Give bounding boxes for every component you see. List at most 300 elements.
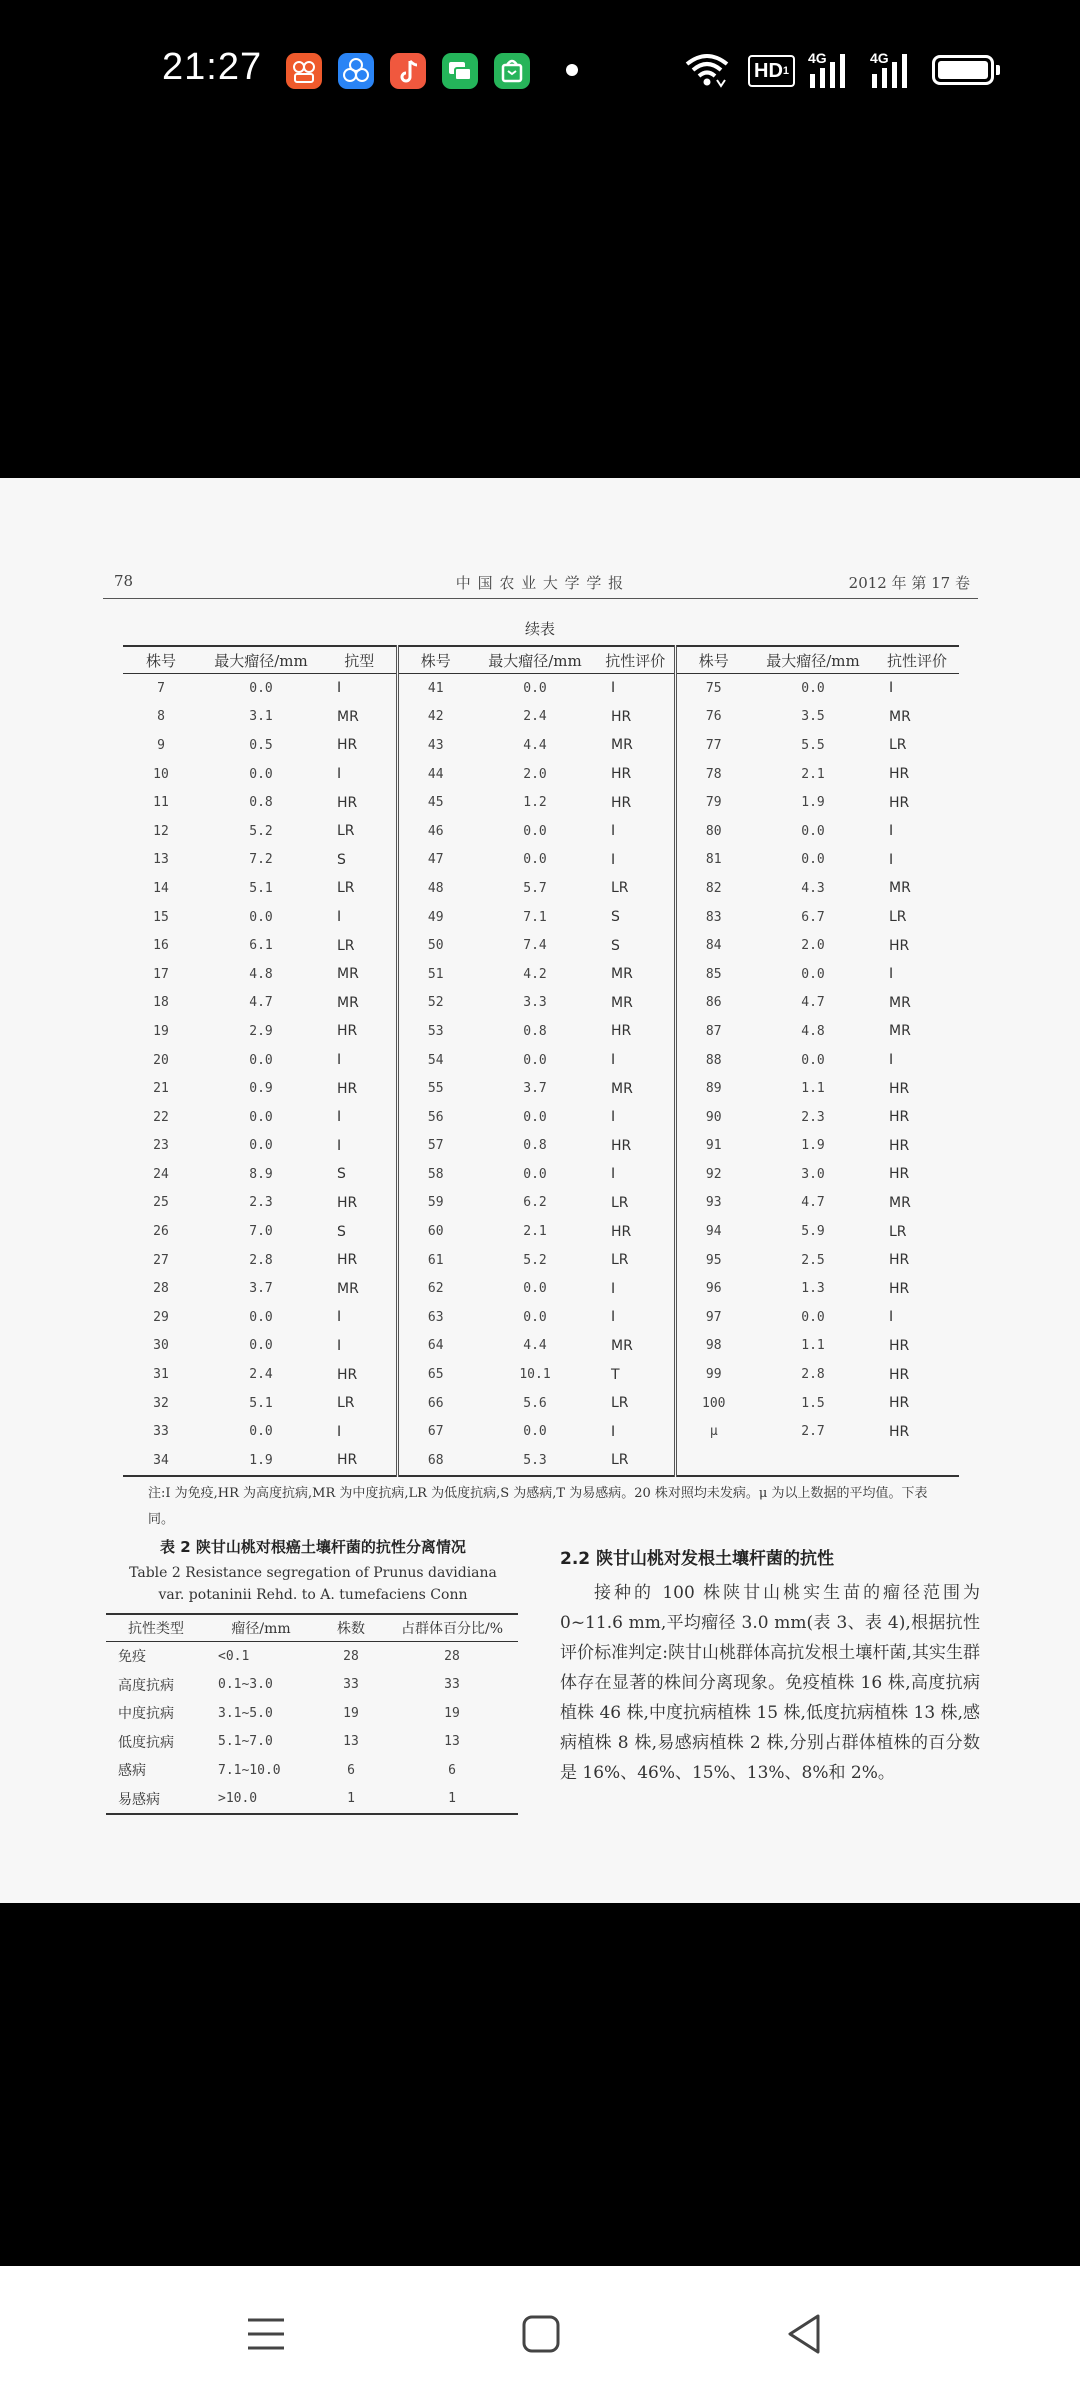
t1-header: 最大瘤径/mm bbox=[473, 646, 597, 674]
table1-cell: I bbox=[597, 817, 675, 846]
status-bar bbox=[0, 0, 1080, 140]
table1-row bbox=[123, 846, 959, 875]
table1-cell: MR bbox=[889, 880, 911, 897]
table1-cell: 6.7 bbox=[801, 909, 825, 925]
table1-cell: 18 bbox=[153, 995, 169, 1011]
table1-cell: 7.0 bbox=[249, 1224, 273, 1240]
table1-cell: 99 bbox=[705, 1367, 722, 1383]
table1-cell: 7.4 bbox=[523, 938, 547, 954]
table1-cell: MR bbox=[597, 1332, 675, 1361]
table1-cell: 5.1 bbox=[249, 1395, 273, 1411]
table1-cell: 100 bbox=[702, 1395, 726, 1411]
table1-cell: 1.9 bbox=[199, 1446, 323, 1476]
table1-cell: HR bbox=[889, 1395, 910, 1412]
table1-cell: 2.9 bbox=[249, 1023, 273, 1039]
table1-cell: 2.4 bbox=[523, 709, 547, 725]
table1-cell: 63 bbox=[427, 1309, 444, 1325]
table1-cell: 23 bbox=[153, 1138, 169, 1154]
table1-cell: 0.0 bbox=[523, 823, 547, 839]
table1-cell: 44 bbox=[427, 766, 444, 782]
t1-header: 株号 bbox=[397, 646, 473, 674]
section-heading: 2.2 陕甘山桃对发根土壤杆菌的抗性 bbox=[560, 1549, 835, 1569]
table1-cell: LR bbox=[597, 1389, 675, 1418]
table1-cell: 0.0 bbox=[801, 1052, 825, 1068]
table1-cell: 4.2 bbox=[523, 966, 547, 982]
table1-row bbox=[123, 1017, 959, 1046]
table1-cell: 5.9 bbox=[801, 1224, 825, 1240]
table1-cell: 0.9 bbox=[249, 1081, 273, 1097]
table1-row bbox=[123, 1303, 959, 1332]
back-button[interactable] bbox=[774, 2304, 834, 2364]
table1-row bbox=[123, 1389, 959, 1418]
table1-cell: 85 bbox=[705, 966, 722, 982]
table1-cell: 20 bbox=[153, 1052, 169, 1068]
table1-cell: HR bbox=[889, 1366, 910, 1383]
table1-row bbox=[123, 1246, 959, 1275]
table1-cell: 46 bbox=[427, 823, 444, 839]
table1-cell: 0.0 bbox=[523, 1281, 547, 1297]
table1-cell: LR bbox=[323, 874, 397, 903]
table2-cell: 低度抗病 bbox=[118, 1734, 174, 1751]
table2-cell: 感病 bbox=[118, 1763, 146, 1780]
table1-cell: 5.2 bbox=[523, 1252, 547, 1268]
table1-cell: 4.4 bbox=[523, 737, 547, 753]
table1-cell: LR bbox=[597, 1246, 675, 1275]
browser-app-icon bbox=[338, 53, 374, 89]
table1-cell: 66 bbox=[427, 1395, 444, 1411]
table1-row bbox=[123, 1446, 959, 1476]
table1-cell: 5.5 bbox=[801, 737, 825, 753]
table1-cell: 56 bbox=[427, 1109, 444, 1125]
table1-cell: HR bbox=[323, 1017, 397, 1046]
table1-cell: 3.1 bbox=[249, 709, 273, 725]
table1-cell: T bbox=[597, 1360, 675, 1389]
table2-row bbox=[106, 1671, 518, 1700]
table1-cell: 1.5 bbox=[801, 1395, 825, 1411]
table1-cell: LR bbox=[323, 931, 397, 960]
table1-cell: I bbox=[323, 1417, 397, 1446]
battery-icon bbox=[932, 55, 994, 85]
table1-cell: I bbox=[889, 1052, 894, 1069]
table1-cell: 54 bbox=[427, 1052, 444, 1068]
table1-cell: 12 bbox=[153, 823, 169, 839]
table1-cell: 0.0 bbox=[249, 1424, 273, 1440]
table1-cell: HR bbox=[597, 1017, 675, 1046]
table1 bbox=[123, 645, 959, 1477]
table1-caption: 续表 bbox=[524, 620, 555, 638]
table1-cell: 3.0 bbox=[801, 1166, 825, 1182]
table1-row bbox=[123, 760, 959, 789]
table1-cell: 6.1 bbox=[249, 938, 273, 954]
table1-cell: 59 bbox=[427, 1195, 444, 1211]
table1-cell: 2.0 bbox=[523, 766, 547, 782]
table2-cell: 6 bbox=[448, 1762, 456, 1778]
table1-cell: I bbox=[597, 846, 675, 875]
t1-header: 最大瘤径/mm bbox=[199, 646, 323, 674]
table1-cell: 0.0 bbox=[801, 680, 825, 696]
table1-cell: 76 bbox=[705, 709, 722, 725]
table1-row bbox=[123, 960, 959, 989]
t2-header: 抗性类型 bbox=[106, 1614, 206, 1642]
table1-cell: 0.0 bbox=[523, 852, 547, 868]
table1-cell: 0.0 bbox=[249, 1309, 273, 1325]
table1-row bbox=[123, 1160, 959, 1189]
table1-cell: 2.7 bbox=[801, 1424, 825, 1440]
table1-cell: 0.0 bbox=[249, 766, 273, 782]
table2-header-row bbox=[106, 1614, 518, 1642]
table1-cell: I bbox=[889, 851, 894, 868]
table1-cell: 55 bbox=[427, 1081, 444, 1097]
table1-cell: 90 bbox=[705, 1109, 722, 1125]
table1-cell: S bbox=[323, 846, 397, 875]
table1-cell: 27 bbox=[153, 1252, 169, 1268]
status-time: 21:27 bbox=[162, 46, 263, 88]
video-app-icon bbox=[286, 53, 322, 89]
t1-header: 抗型 bbox=[323, 646, 397, 674]
table1-cell: 6.2 bbox=[523, 1195, 547, 1211]
table1-row bbox=[123, 1103, 959, 1132]
table2-row bbox=[106, 1756, 518, 1785]
table1-cell: 94 bbox=[705, 1224, 722, 1240]
table1-cell: 1.9 bbox=[801, 1138, 825, 1154]
table1-cell: 80 bbox=[705, 823, 722, 839]
table2-cell: 33 bbox=[444, 1677, 460, 1693]
table1-cell: 43 bbox=[427, 737, 444, 753]
table1-cell: 29 bbox=[153, 1309, 169, 1325]
table1-cell: I bbox=[323, 1332, 397, 1361]
table1-cell: I bbox=[323, 674, 397, 703]
table1-row bbox=[123, 788, 959, 817]
table1-cell: 2.0 bbox=[801, 938, 825, 954]
table1-row bbox=[123, 1046, 959, 1075]
table2-cell: 28 bbox=[444, 1648, 460, 1664]
t1-header: 株号 bbox=[123, 646, 199, 674]
table1-cell: 0.8 bbox=[249, 795, 273, 811]
table1-cell: 96 bbox=[705, 1281, 722, 1297]
table1-cell: 65 bbox=[427, 1367, 444, 1383]
table1-cell: 87 bbox=[705, 1023, 722, 1039]
table1-cell bbox=[875, 1446, 959, 1476]
table2-cell: 1 bbox=[386, 1785, 518, 1815]
hd-label: HD bbox=[754, 60, 783, 82]
table1-cell: HR bbox=[323, 1074, 397, 1103]
table1-cell: 10.1 bbox=[519, 1367, 551, 1383]
table2-title: 表 2 陕甘山桃对根癌土壤杆菌的抗性分离情况 bbox=[160, 1538, 466, 1556]
table1-cell: MR bbox=[597, 731, 675, 760]
table1-cell: 0.0 bbox=[523, 680, 547, 696]
table1-cell: 67 bbox=[427, 1424, 444, 1440]
table1-cell: I bbox=[889, 823, 894, 840]
table2-cell: 13 bbox=[444, 1734, 460, 1750]
table1-cell bbox=[751, 1446, 875, 1476]
table1-cell: 33 bbox=[153, 1424, 169, 1440]
table1-cell: 13 bbox=[153, 852, 169, 868]
table1-note: 注:I 为免疫,HR 为高度抗病,MR 为中度抗病,LR 为低度抗病,S 为感病,T 为易感病。20 株对照均未发病。μ 为以上数据的平均值。下表同。 bbox=[148, 1486, 928, 1527]
table1-cell: 0.0 bbox=[801, 1309, 825, 1325]
table1-cell: 47 bbox=[427, 852, 444, 868]
table2-english-line1: Table 2 Resistance segregation of Prunus davidiana bbox=[129, 1565, 497, 1581]
t2-header: 株数 bbox=[316, 1614, 386, 1642]
table1-cell: 32 bbox=[153, 1395, 169, 1411]
notification-dot bbox=[566, 64, 578, 76]
chat-app-icon bbox=[442, 53, 478, 89]
table1-cell: 0.0 bbox=[801, 823, 825, 839]
table1-cell: 1.9 bbox=[801, 795, 825, 811]
table2-cell: 1 bbox=[316, 1785, 386, 1815]
table1-cell: HR bbox=[889, 1280, 910, 1297]
table1-cell: 15 bbox=[153, 909, 169, 925]
music-app-icon bbox=[390, 53, 426, 89]
section-body: 接种的 100 株陕甘山桃实生苗的瘤径范围为 0~11.6 mm,平均瘤径 3.0 mm(表 3、表 4),根据抗性评价标准判定:陕甘山桃群体高抗发根土壤杆菌,其实生群体存在显著的株间分离现象。免疫植株 16 株,高度抗病植株 46 株,中度抗病植株 15 株,低度抗病植株 13 株,感病植株 8 株,易感病植株 2 株,分别占群体植株的百分数是 16%、46%、15%、13%、8%和 2%。 bbox=[560, 1583, 980, 1783]
table1-cell: 1.1 bbox=[801, 1081, 825, 1097]
table1-cell: 0.0 bbox=[249, 1138, 273, 1154]
t2-header: 瘤径/mm bbox=[206, 1614, 316, 1642]
table1-cell: 24 bbox=[153, 1166, 169, 1182]
table1-cell: 64 bbox=[427, 1338, 444, 1354]
table1-cell: 75 bbox=[705, 680, 722, 696]
table1-cell: 2.4 bbox=[249, 1367, 273, 1383]
table1-row bbox=[123, 674, 959, 703]
table1-cell: LR bbox=[597, 1446, 675, 1476]
store-app-icon bbox=[494, 53, 530, 89]
table1-cell: 19 bbox=[153, 1023, 169, 1039]
table1-cell: 84 bbox=[705, 938, 722, 954]
table1-cell: 83 bbox=[705, 909, 722, 925]
table1-cell: 2.8 bbox=[249, 1252, 273, 1268]
table1-cell: 3.3 bbox=[523, 995, 547, 1011]
home-button[interactable] bbox=[511, 2304, 571, 2364]
table2-row bbox=[106, 1785, 518, 1815]
page-number: 78 bbox=[114, 572, 134, 590]
table1-row bbox=[123, 1074, 959, 1103]
table1-cell: HR bbox=[597, 703, 675, 732]
table1-cell: 7 bbox=[157, 680, 165, 696]
table1-cell: MR bbox=[889, 1023, 911, 1040]
table2-cell: 5.1~7.0 bbox=[218, 1734, 273, 1750]
table1-cell: MR bbox=[323, 703, 397, 732]
table1-cell: 78 bbox=[705, 766, 722, 782]
table1-cell: HR bbox=[323, 1446, 397, 1476]
table1-cell: S bbox=[597, 931, 675, 960]
table2-english-line2: var. potaninii Rehd. to A. tumefaciens Conn bbox=[158, 1587, 468, 1603]
table1-cell: 7.1 bbox=[523, 909, 547, 925]
table1-cell: 5.1 bbox=[249, 880, 273, 896]
table1-cell: 62 bbox=[427, 1281, 444, 1297]
table1-cell: 89 bbox=[705, 1081, 722, 1097]
table1-row bbox=[123, 703, 959, 732]
table1-cell: 81 bbox=[705, 852, 722, 868]
t1-header: 株号 bbox=[675, 646, 751, 674]
table1-row bbox=[123, 1360, 959, 1389]
table1-cell: MR bbox=[597, 1074, 675, 1103]
table1-cell: 97 bbox=[705, 1309, 722, 1325]
journal-name: 中 国 农 业 大 学 学 报 bbox=[455, 574, 625, 592]
table1-cell: 51 bbox=[427, 966, 444, 982]
table1-cell: 9 bbox=[157, 737, 165, 753]
table1-cell: I bbox=[889, 966, 894, 983]
hd-badge: $HD^1$ bbox=[748, 55, 795, 87]
table1-cell: 82 bbox=[705, 880, 722, 896]
table1-row bbox=[123, 817, 959, 846]
table1-cell: 31 bbox=[153, 1367, 169, 1383]
table1-cell: 0.0 bbox=[523, 1424, 547, 1440]
wifi-icon bbox=[684, 50, 730, 90]
table1-cell: HR bbox=[889, 1109, 910, 1126]
table1-cell: 77 bbox=[705, 737, 722, 753]
table2-cell: 0.1~3.0 bbox=[218, 1677, 273, 1693]
table1-cell: HR bbox=[889, 1166, 910, 1183]
table1-cell: 26 bbox=[153, 1224, 169, 1240]
table1-cell: 1.3 bbox=[801, 1281, 825, 1297]
table1-cell: 4.7 bbox=[801, 995, 825, 1011]
table2-row bbox=[106, 1642, 518, 1671]
table1-cell: I bbox=[597, 1103, 675, 1132]
table1-row bbox=[123, 1217, 959, 1246]
table2-cell: 高度抗病 bbox=[118, 1677, 174, 1694]
table1-cell: 4.7 bbox=[249, 995, 273, 1011]
table2-cell: 3.1~5.0 bbox=[218, 1705, 273, 1721]
table1-cell: 60 bbox=[427, 1224, 444, 1240]
table1-cell: 5.6 bbox=[523, 1395, 547, 1411]
table1-cell: 52 bbox=[427, 995, 444, 1011]
t1-header: 最大瘤径/mm bbox=[751, 646, 875, 674]
table1-cell: I bbox=[597, 1417, 675, 1446]
table1-cell: 57 bbox=[427, 1138, 444, 1154]
table1-cell: 4.8 bbox=[801, 1023, 825, 1039]
table1-row bbox=[123, 1417, 959, 1446]
table1-cell: 93 bbox=[705, 1195, 722, 1211]
table2-cell: 33 bbox=[343, 1677, 359, 1693]
table1-cell: 2.5 bbox=[801, 1252, 825, 1268]
table1-cell: HR bbox=[597, 760, 675, 789]
table1-cell: 0.0 bbox=[249, 909, 273, 925]
table2-cell: 19 bbox=[343, 1705, 359, 1721]
table1-cell: 58 bbox=[427, 1166, 444, 1182]
table1-cell: 50 bbox=[427, 938, 444, 954]
table1-cell: HR bbox=[889, 1423, 910, 1440]
table2-cell: 7.1~10.0 bbox=[218, 1762, 281, 1778]
table1-cell: 68 bbox=[397, 1446, 473, 1476]
table1-cell: 0.0 bbox=[249, 680, 273, 696]
table1-cell bbox=[675, 1446, 751, 1476]
table1-cell: 3.7 bbox=[523, 1081, 547, 1097]
table1-cell: HR bbox=[889, 937, 910, 954]
table1-cell: MR bbox=[323, 989, 397, 1018]
table1-cell: 4.7 bbox=[801, 1195, 825, 1211]
table1-cell: HR bbox=[323, 1189, 397, 1218]
table1-cell: 0.0 bbox=[801, 966, 825, 982]
table1-cell: 0.0 bbox=[249, 1052, 273, 1068]
table1-cell: I bbox=[597, 674, 675, 703]
table1-cell: 41 bbox=[427, 680, 444, 696]
table1-cell: 2.8 bbox=[801, 1367, 825, 1383]
table1-cell: 4.4 bbox=[523, 1338, 547, 1354]
table1-cell: 0.0 bbox=[249, 1338, 273, 1354]
table1-cell: LR bbox=[889, 1223, 907, 1240]
table1-cell: MR bbox=[597, 989, 675, 1018]
table1-cell: 0.0 bbox=[523, 1166, 547, 1182]
table1-cell: HR bbox=[889, 766, 910, 783]
table1-cell: I bbox=[597, 1274, 675, 1303]
table1-cell: I bbox=[889, 680, 894, 697]
table1-cell: HR bbox=[597, 1217, 675, 1246]
table1-cell: 0.5 bbox=[249, 737, 273, 753]
table2-cell: >10.0 bbox=[206, 1785, 316, 1815]
table1-cell: HR bbox=[323, 1360, 397, 1389]
table1-cell: LR bbox=[323, 1389, 397, 1418]
table1-cell: HR bbox=[889, 1080, 910, 1097]
table1-cell: 0.0 bbox=[249, 1109, 273, 1125]
table1-cell: 0.0 bbox=[523, 1109, 547, 1125]
table1-cell: 7.2 bbox=[249, 852, 273, 868]
table1-cell: 86 bbox=[705, 995, 722, 1011]
table1-row bbox=[123, 1189, 959, 1218]
table2-cell: 免疫 bbox=[118, 1649, 146, 1666]
table2-cell: 28 bbox=[343, 1648, 359, 1664]
table1-cell: 1.2 bbox=[523, 795, 547, 811]
table1-cell: 8.9 bbox=[249, 1166, 273, 1182]
table2-english-title bbox=[106, 1562, 520, 1606]
table1-row bbox=[123, 874, 959, 903]
table1-cell: 0.0 bbox=[523, 1309, 547, 1325]
table1-cell: I bbox=[323, 1303, 397, 1332]
table1-cell: 61 bbox=[427, 1252, 444, 1268]
journal-issue: 2012 年 第 17 卷 bbox=[848, 574, 970, 592]
table1-cell: 95 bbox=[705, 1252, 722, 1268]
table1-cell: 10 bbox=[153, 766, 169, 782]
table1-cell: LR bbox=[889, 909, 907, 926]
table1-cell: S bbox=[597, 903, 675, 932]
table1-cell: 3.5 bbox=[801, 709, 825, 725]
table1-cell: 0.0 bbox=[523, 1052, 547, 1068]
document-page[interactable] bbox=[0, 478, 1080, 1903]
pdf-page-content bbox=[0, 478, 1080, 1903]
table2-cell: 易感病 bbox=[106, 1785, 206, 1815]
t2-header: 占群体百分比/% bbox=[386, 1614, 518, 1642]
table1-cell: 0.0 bbox=[801, 852, 825, 868]
table1-row bbox=[123, 931, 959, 960]
table1-cell: 88 bbox=[705, 1052, 722, 1068]
table1-cell: LR bbox=[323, 817, 397, 846]
table1-cell: 45 bbox=[427, 795, 444, 811]
table1-cell: MR bbox=[597, 960, 675, 989]
table1-cell: μ bbox=[709, 1424, 718, 1440]
table1-cell: I bbox=[597, 1046, 675, 1075]
table1-cell: I bbox=[597, 1160, 675, 1189]
table1-cell: 0.8 bbox=[523, 1138, 547, 1154]
table1-row bbox=[123, 989, 959, 1018]
table1-cell: 0.8 bbox=[523, 1023, 547, 1039]
menu-button[interactable] bbox=[236, 2304, 296, 2364]
table1-cell: MR bbox=[889, 994, 911, 1011]
table1-cell: 4.8 bbox=[249, 966, 273, 982]
table1-cell: LR bbox=[597, 1189, 675, 1218]
table1-cell: HR bbox=[889, 1337, 910, 1354]
table1-cell: HR bbox=[323, 1246, 397, 1275]
table1-header-row bbox=[123, 646, 959, 674]
table2-cell: <0.1 bbox=[218, 1648, 250, 1664]
table1-cell: 30 bbox=[153, 1338, 169, 1354]
table1-cell: 8 bbox=[157, 709, 165, 725]
signal-2-icon bbox=[870, 52, 914, 88]
table1-cell: HR bbox=[889, 1252, 910, 1269]
table1-cell: 91 bbox=[705, 1138, 722, 1154]
table1-cell: 2.3 bbox=[801, 1109, 825, 1125]
table1-cell: I bbox=[323, 903, 397, 932]
table1-cell: 42 bbox=[427, 709, 444, 725]
table1-cell: HR bbox=[323, 731, 397, 760]
table1-cell: I bbox=[323, 1046, 397, 1075]
